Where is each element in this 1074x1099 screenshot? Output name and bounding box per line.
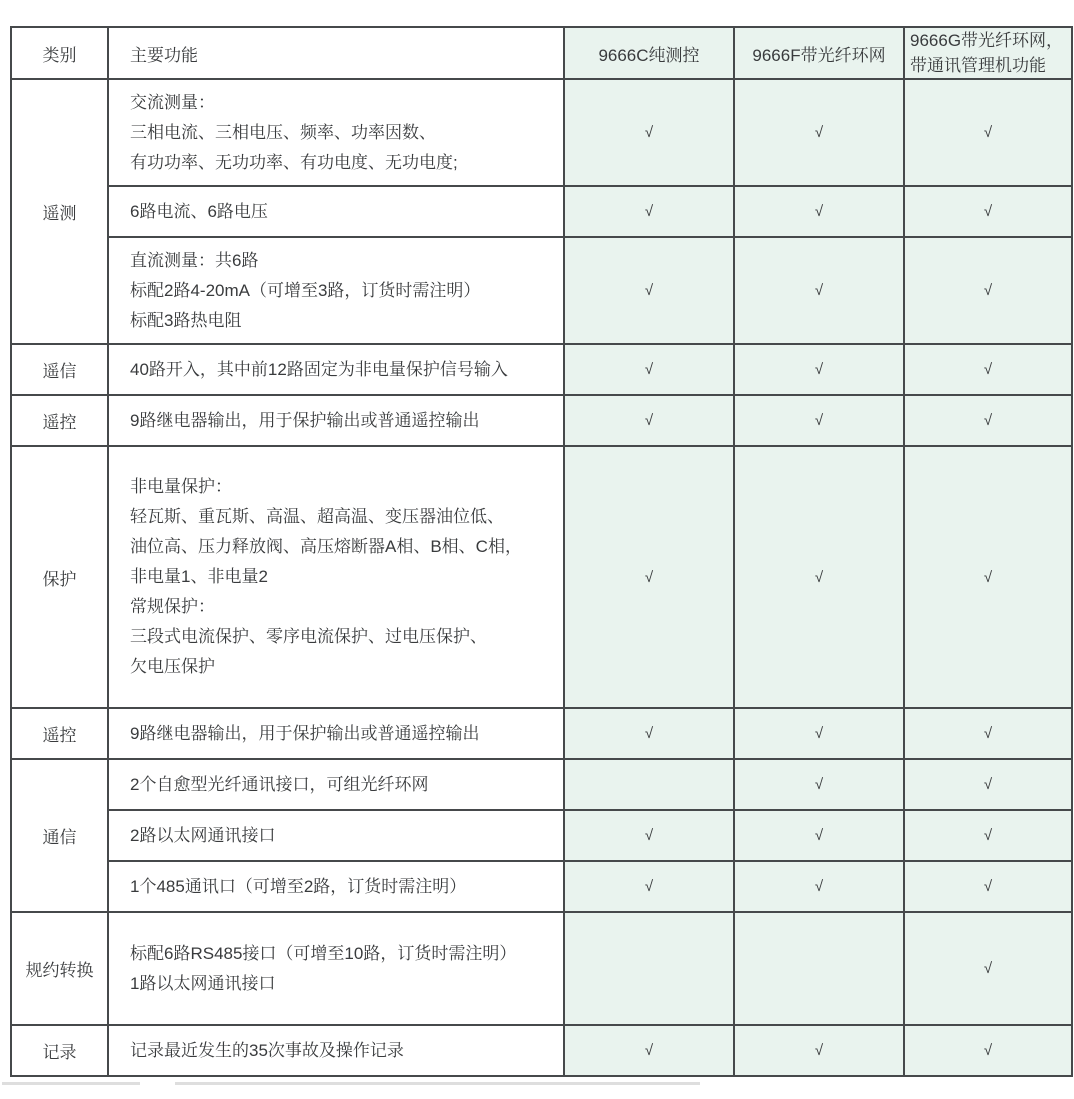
check-cell-9666f — [734, 79, 904, 186]
feature-text-line: 1路以太网通讯接口 — [130, 973, 276, 993]
column-header-category: 类别 — [11, 27, 108, 79]
check-cell-9666f — [734, 708, 904, 759]
check-cell-9666c — [564, 708, 734, 759]
check-cell-9666g — [904, 708, 1072, 759]
check-mark: √ — [983, 725, 993, 742]
feature-text-line: 标配6路RS485接口（可增至10路，订货时需注明） — [130, 943, 517, 963]
feature-text-line: 9路继电器输出，用于保护输出或普通遥控输出 — [130, 723, 480, 743]
check-mark: √ — [983, 776, 993, 793]
feature-text-line: 常规保护： — [130, 597, 215, 616]
check-cell-9666g — [904, 79, 1072, 186]
feature-text-line: 2路以太网通讯接口 — [130, 825, 276, 845]
check-mark: √ — [983, 412, 993, 429]
feature-text-line: 油位高、压力释放阀、高压熔断器A相、B相、C相， — [130, 537, 522, 556]
check-cell-9666c — [564, 344, 734, 395]
table-row — [11, 912, 1072, 1025]
check-cell-9666c — [564, 395, 734, 446]
category-cell: 遥控 — [11, 708, 108, 759]
check-cell-9666c — [564, 79, 734, 186]
check-mark: √ — [644, 878, 654, 895]
check-mark: √ — [983, 568, 993, 586]
check-mark: √ — [814, 776, 824, 793]
check-mark: √ — [983, 1042, 993, 1059]
check-mark: √ — [983, 203, 993, 220]
column-header-features: 主要功能 — [108, 27, 564, 79]
category-cell: 遥测 — [11, 79, 108, 344]
check-mark: √ — [814, 878, 824, 895]
feature-cell — [108, 79, 564, 186]
feature-cell — [108, 344, 564, 395]
table-row — [11, 79, 1072, 186]
check-cell-9666f — [734, 810, 904, 861]
feature-text-line: 三相电流、三相电压、频率、功率因数、 — [130, 122, 436, 142]
spec-comparison-table — [10, 26, 1073, 1077]
feature-text-line: 直流测量：共6路 — [130, 250, 259, 270]
feature-cell — [108, 912, 564, 1025]
table-row — [11, 810, 1072, 861]
check-cell-9666f — [734, 446, 904, 708]
check-mark: √ — [814, 361, 824, 378]
check-mark: √ — [644, 282, 654, 299]
table-body — [11, 79, 1072, 1076]
page-divider-line — [175, 1082, 700, 1085]
check-mark: √ — [814, 282, 824, 299]
feature-cell — [108, 446, 564, 708]
check-mark: √ — [983, 878, 993, 895]
feature-text-line: 三段式电流保护、零序电流保护、过电压保护、 — [130, 627, 487, 646]
column-header-9666c: 9666C纯测控 — [564, 27, 734, 79]
check-mark: √ — [644, 568, 654, 586]
check-cell-9666c — [564, 759, 734, 810]
feature-cell — [108, 708, 564, 759]
check-mark: √ — [644, 827, 654, 844]
check-cell-9666g — [904, 912, 1072, 1025]
feature-text-line: 9路继电器输出，用于保护输出或普通遥控输出 — [130, 410, 480, 430]
table-row — [11, 446, 1072, 708]
feature-cell — [108, 395, 564, 446]
table-row — [11, 759, 1072, 810]
check-mark: √ — [644, 412, 654, 429]
check-cell-9666g — [904, 759, 1072, 810]
feature-text-line: 欠电压保护 — [130, 657, 215, 676]
table-row — [11, 344, 1072, 395]
check-cell-9666g — [904, 186, 1072, 237]
check-mark: √ — [983, 361, 993, 378]
check-cell-9666c — [564, 237, 734, 344]
column-header-9666f: 9666F带光纤环网 — [734, 27, 904, 79]
feature-text-line: 1个485通讯口（可增至2路，订货时需注明） — [130, 876, 467, 896]
feature-text-line: 40路开入，其中前12路固定为非电量保护信号输入 — [130, 359, 508, 379]
feature-text-line: 非电量1、非电量2 — [130, 567, 268, 586]
check-mark: √ — [644, 203, 654, 220]
table-row — [11, 861, 1072, 912]
check-mark: √ — [644, 124, 654, 141]
column-header-9666g — [904, 27, 1072, 79]
check-cell-9666f — [734, 861, 904, 912]
check-cell-9666c — [564, 912, 734, 1025]
table-row — [11, 1025, 1072, 1076]
check-cell-9666c — [564, 810, 734, 861]
check-cell-9666f — [734, 912, 904, 1025]
feature-text-line: 标配3路热电阻 — [130, 310, 242, 330]
check-cell-9666c — [564, 446, 734, 708]
check-cell-9666g — [904, 446, 1072, 708]
category-cell: 规约转换 — [11, 912, 108, 1025]
check-mark: √ — [983, 960, 993, 977]
feature-cell — [108, 1025, 564, 1076]
check-cell-9666f — [734, 186, 904, 237]
check-cell-9666g — [904, 810, 1072, 861]
table-row — [11, 186, 1072, 237]
check-mark: √ — [814, 124, 824, 141]
feature-cell — [108, 186, 564, 237]
check-mark: √ — [814, 412, 824, 429]
feature-cell — [108, 759, 564, 810]
check-cell-9666c — [564, 861, 734, 912]
check-mark: √ — [814, 203, 824, 220]
feature-text-line: 有功功率、无功功率、有功电度、无功电度; — [130, 152, 458, 172]
check-cell-9666g — [904, 861, 1072, 912]
table-row — [11, 708, 1072, 759]
feature-cell — [108, 861, 564, 912]
feature-cell — [108, 237, 564, 344]
check-cell-9666g — [904, 395, 1072, 446]
check-mark: √ — [983, 827, 993, 844]
category-cell: 保护 — [11, 446, 108, 708]
feature-text-line: 6路电流、6路电压 — [130, 201, 268, 221]
check-cell-9666f — [734, 1025, 904, 1076]
check-mark: √ — [644, 725, 654, 742]
feature-text-line: 轻瓦斯、重瓦斯、高温、超高温、变压器油位低、 — [130, 507, 504, 526]
check-mark: √ — [983, 124, 993, 141]
column-header-9666g-line2: 带通讯管理机功能 — [910, 56, 1046, 75]
feature-text-line: 非电量保护： — [130, 477, 232, 496]
column-header-9666g-line1: 9666G带光纤环网， — [910, 31, 1064, 50]
check-cell-9666f — [734, 344, 904, 395]
check-cell-9666f — [734, 759, 904, 810]
check-cell-9666g — [904, 1025, 1072, 1076]
check-mark: √ — [814, 568, 824, 586]
check-mark: √ — [644, 1042, 654, 1059]
page-divider-line — [2, 1082, 140, 1085]
table-header — [11, 27, 1072, 79]
header-row — [11, 27, 1072, 79]
check-mark: √ — [814, 827, 824, 844]
feature-text-line: 记录最近发生的35次事故及操作记录 — [130, 1040, 404, 1060]
check-mark: √ — [814, 1042, 824, 1059]
check-cell-9666f — [734, 395, 904, 446]
check-mark: √ — [814, 725, 824, 742]
feature-cell — [108, 810, 564, 861]
check-mark: √ — [644, 361, 654, 378]
category-cell: 记录 — [11, 1025, 108, 1076]
feature-text-line: 标配2路4-20mA（可增至3路，订货时需注明） — [130, 280, 481, 300]
check-cell-9666c — [564, 1025, 734, 1076]
table-row — [11, 237, 1072, 344]
check-cell-9666g — [904, 237, 1072, 344]
check-mark: √ — [983, 282, 993, 299]
table-row — [11, 395, 1072, 446]
category-cell: 遥信 — [11, 344, 108, 395]
check-cell-9666g — [904, 344, 1072, 395]
category-cell: 通信 — [11, 759, 108, 912]
check-cell-9666c — [564, 186, 734, 237]
check-cell-9666f — [734, 237, 904, 344]
feature-text-line: 2个自愈型光纤通讯接口，可组光纤环网 — [130, 774, 429, 794]
feature-text-line: 交流测量： — [130, 92, 215, 112]
category-cell: 遥控 — [11, 395, 108, 446]
